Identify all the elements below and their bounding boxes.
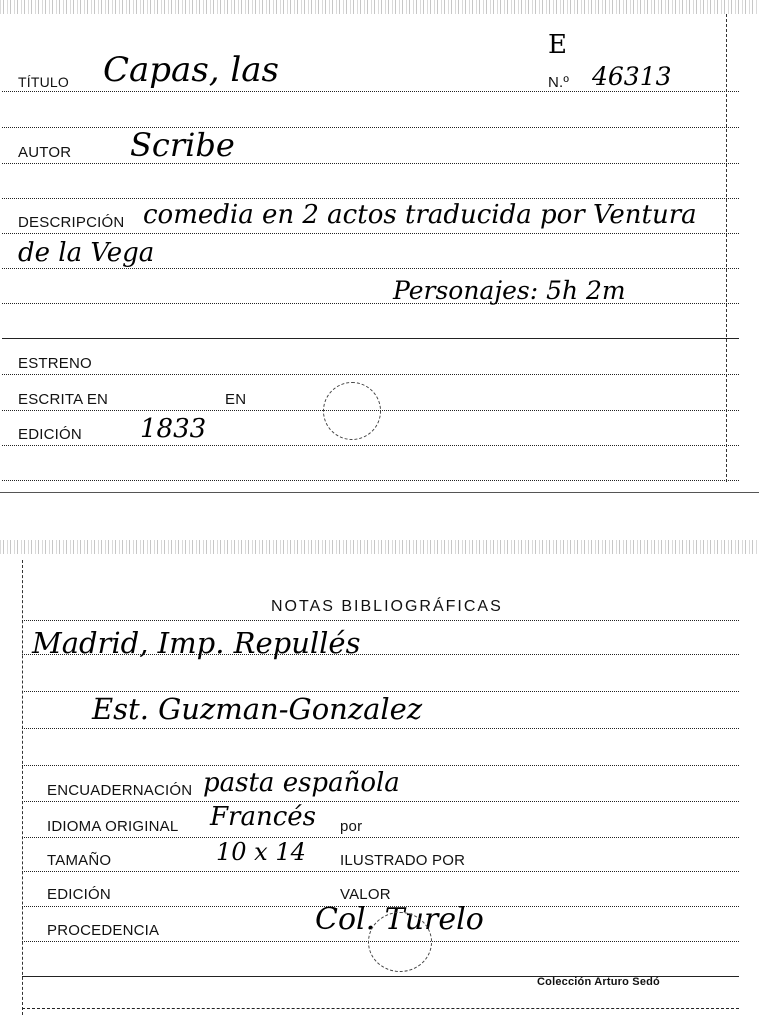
punch-hole <box>323 382 381 440</box>
number-value: 46313 <box>592 62 672 91</box>
card-edge-top <box>0 0 759 14</box>
edicion-label: EDICIÓN <box>18 426 82 443</box>
note-line-1: Madrid, Imp. Repullés <box>32 626 361 660</box>
titulo-label: TÍTULO <box>18 74 69 90</box>
encuadernacion-value: pasta española <box>203 768 400 798</box>
edicion2-label: EDICIÓN <box>47 886 111 903</box>
personajes: Personajes: 5h 2m <box>393 276 626 305</box>
escrita-label: ESCRITA EN <box>18 391 109 408</box>
procedencia-value: Col. Turelo <box>315 902 484 937</box>
punch-hole <box>368 912 432 972</box>
por-label: por <box>340 818 363 835</box>
valor-label: VALOR <box>340 886 391 903</box>
descripcion-label: DESCRIPCIÓN <box>18 214 125 231</box>
note-line-2: Est. Guzman-Gonzalez <box>92 692 423 726</box>
estreno-label: ESTRENO <box>18 355 92 372</box>
card-left-border <box>22 560 23 1015</box>
notas-heading: NOTAS BIBLIOGRÁFICAS <box>271 598 503 615</box>
catalog-card-top <box>0 0 759 492</box>
tamano-value: 10 x 14 <box>216 838 306 866</box>
code-mark: E <box>548 30 567 60</box>
number-label: N.º <box>548 74 570 91</box>
autor-label: AUTOR <box>18 144 72 161</box>
idioma-value: Francés <box>210 802 317 832</box>
encuadernacion-label: ENCUADERNACIÓN <box>47 782 193 799</box>
descripcion-line1: comedia en 2 actos traducida por Ventura <box>143 200 697 230</box>
ilustrado-label: ILUSTRADO POR <box>340 852 466 869</box>
tamano-label: TAMAÑO <box>47 852 112 869</box>
procedencia-label: PROCEDENCIA <box>47 922 160 939</box>
edicion-value: 1833 <box>140 414 207 444</box>
descripcion-line2: de la Vega <box>18 238 155 268</box>
card-edge-top <box>0 540 759 554</box>
autor-value: Scribe <box>130 126 235 164</box>
en-label: EN <box>225 391 247 408</box>
idioma-label: IDIOMA ORIGINAL <box>47 818 179 835</box>
card-right-border <box>726 14 727 482</box>
catalog-card-bottom <box>0 540 759 1028</box>
card-separator <box>0 492 759 493</box>
titulo-value: Capas, las <box>103 50 279 90</box>
collection-stamp: Colección Arturo Sedó <box>537 976 660 988</box>
